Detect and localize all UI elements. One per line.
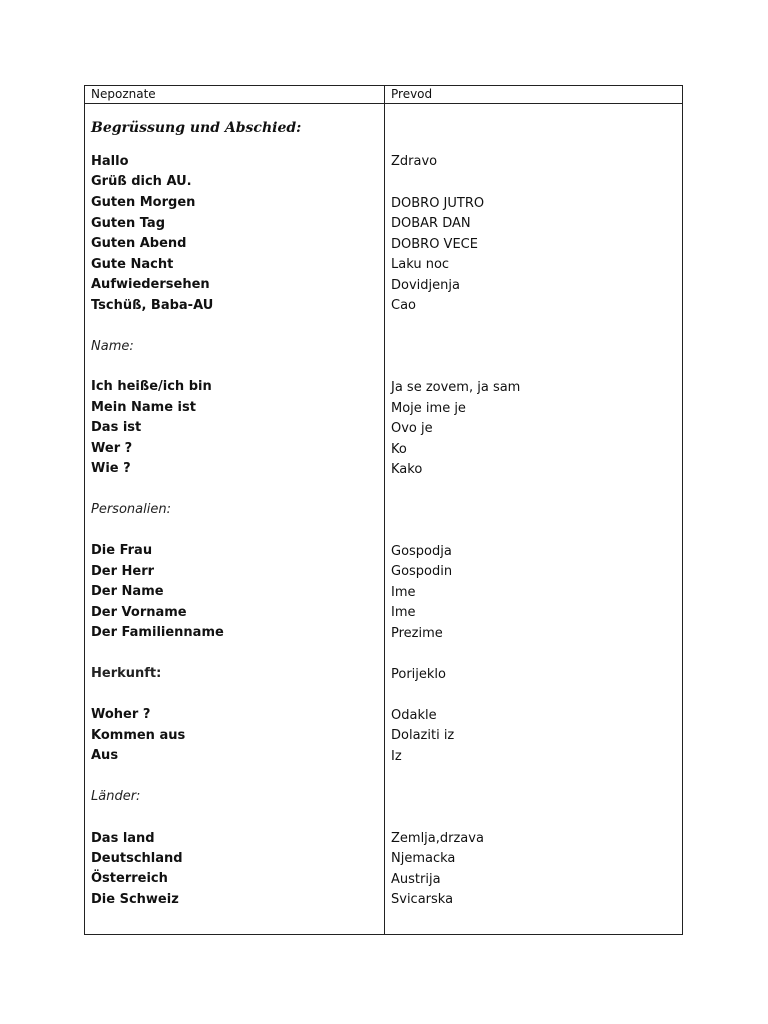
row-sr: Moje ime je bbox=[391, 401, 466, 416]
section-personalien: Personalien: bbox=[91, 502, 171, 517]
row-sr: Austrija bbox=[391, 872, 441, 887]
row-de: Grüß dich AU. bbox=[91, 174, 192, 189]
row-de: Die Schweiz bbox=[91, 892, 179, 907]
row-de: Deutschland bbox=[91, 851, 183, 866]
row-sr: Ko bbox=[391, 442, 407, 457]
header-divider bbox=[85, 103, 682, 104]
row-sr: DOBRO VECE bbox=[391, 237, 478, 252]
row-sr: Ime bbox=[391, 585, 416, 600]
section-name: Name: bbox=[91, 339, 134, 354]
row-sr: Odakle bbox=[391, 708, 437, 723]
row-sr: Gospodin bbox=[391, 564, 453, 579]
row-sr: Prezime bbox=[391, 626, 443, 641]
row-de: Aufwiedersehen bbox=[91, 277, 210, 292]
row-de: Mein Name ist bbox=[91, 400, 196, 415]
row-de: Der Herr bbox=[91, 564, 155, 579]
section-herkunft: Herkunft: bbox=[91, 666, 162, 681]
row-de: Wie ? bbox=[91, 461, 131, 476]
vocabulary-table bbox=[84, 85, 683, 935]
row-de: Ich heiße/ich bin bbox=[91, 379, 212, 394]
row-de: Gute Nacht bbox=[91, 257, 174, 272]
row-sr: Cao bbox=[391, 298, 416, 313]
row-sr: DOBRO JUTRO bbox=[391, 196, 485, 211]
row-sr: Zdravo bbox=[391, 154, 438, 169]
section-laender: Länder: bbox=[91, 789, 141, 804]
section-greeting-title: Begrüssung und Abschied: bbox=[91, 120, 302, 136]
row-de: Das land bbox=[91, 831, 155, 846]
row-sr: DOBAR DAN bbox=[391, 216, 471, 231]
row-sr: Zemlja,drzava bbox=[391, 831, 484, 846]
row-de: Guten Abend bbox=[91, 236, 187, 251]
row-sr: Ja se zovem, ja sam bbox=[391, 380, 521, 395]
herkunft-translation: Porijeklo bbox=[391, 667, 446, 682]
row-sr: Dolaziti iz bbox=[391, 728, 455, 743]
row-sr: Svicarska bbox=[391, 892, 454, 907]
row-de: Der Name bbox=[91, 584, 164, 599]
row-sr: Dovidjenja bbox=[391, 278, 460, 293]
header-left: Nepoznate bbox=[91, 87, 156, 101]
row-de: Tschüß, Baba-AU bbox=[91, 298, 214, 313]
row-de: Hallo bbox=[91, 154, 129, 169]
row-sr: Njemacka bbox=[391, 851, 456, 866]
row-sr: Ime bbox=[391, 605, 416, 620]
row-de: Der Familienname bbox=[91, 625, 224, 640]
row-sr: Laku noc bbox=[391, 257, 450, 272]
row-de: Guten Morgen bbox=[91, 195, 196, 210]
row-de: Österreich bbox=[91, 871, 168, 886]
row-de: Das ist bbox=[91, 420, 142, 435]
row-de: Aus bbox=[91, 748, 119, 763]
row-sr: Iz bbox=[391, 749, 402, 764]
row-sr: Gospodja bbox=[391, 544, 452, 559]
row-de: Woher ? bbox=[91, 707, 151, 722]
row-de: Der Vorname bbox=[91, 605, 187, 620]
row-sr: Kako bbox=[391, 462, 423, 477]
row-de: Guten Tag bbox=[91, 216, 166, 231]
column-divider bbox=[384, 86, 385, 934]
row-de: Wer ? bbox=[91, 441, 133, 456]
row-de: Die Frau bbox=[91, 543, 153, 558]
header-right: Prevod bbox=[391, 87, 433, 101]
row-sr: Ovo je bbox=[391, 421, 433, 436]
row-de: Kommen aus bbox=[91, 728, 186, 743]
